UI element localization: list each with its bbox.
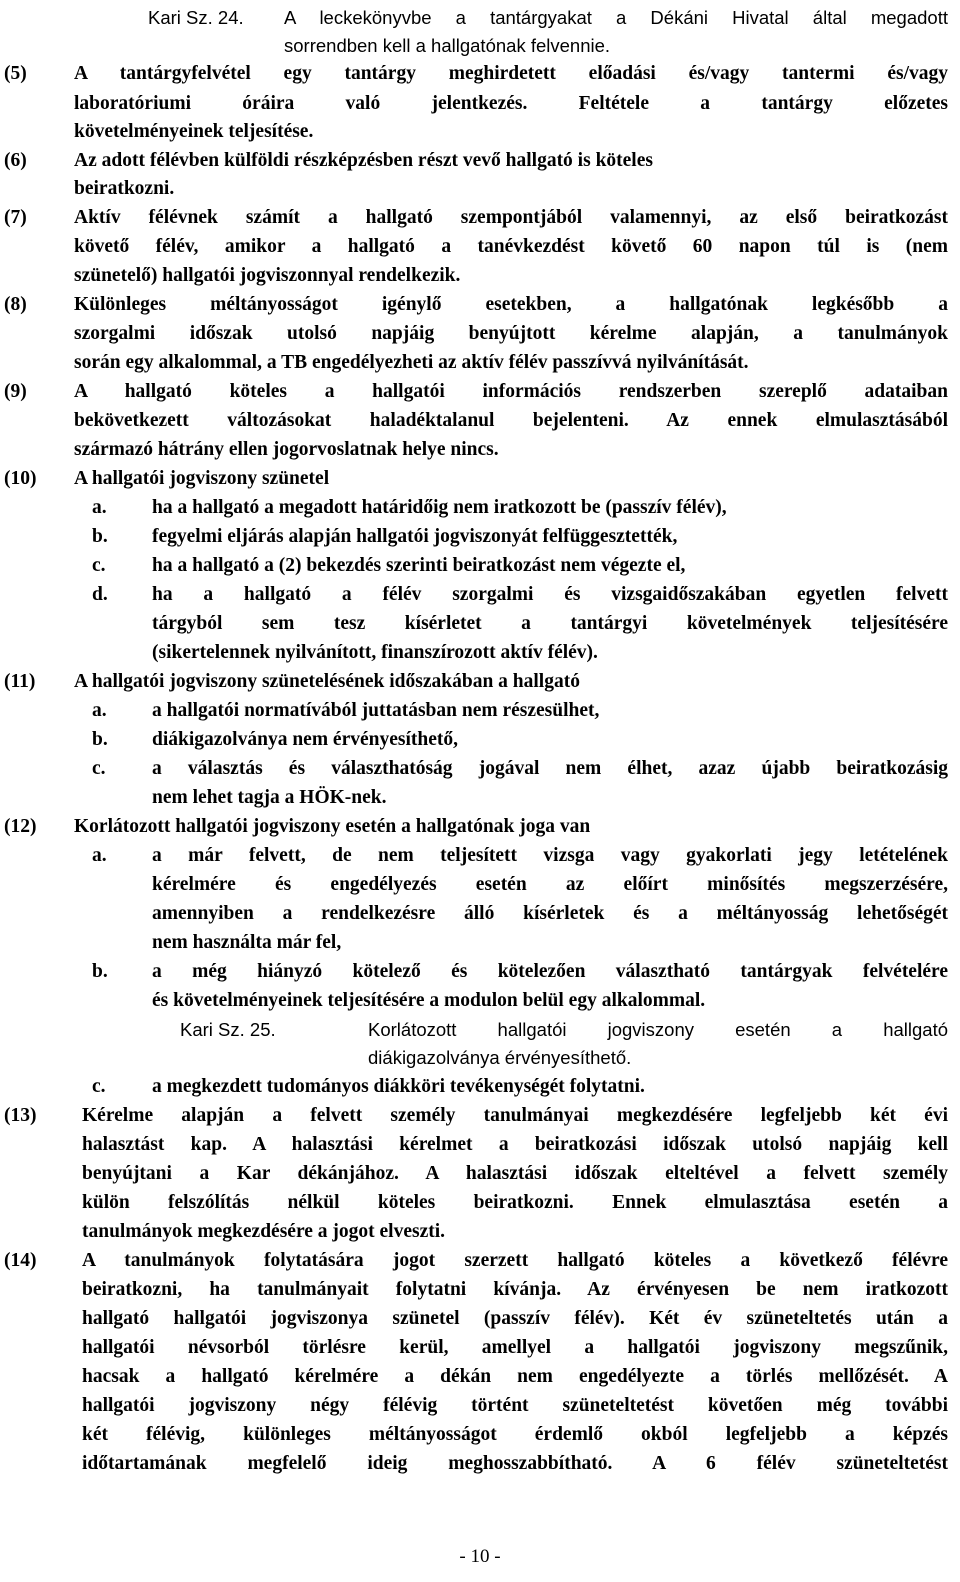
- paragraph-line: laboratóriumi óráira való jelentkezés. Feltétele a tantárgy előzetes: [74, 93, 948, 114]
- paragraph-number: (13): [4, 1105, 37, 1126]
- list-letter: b.: [92, 961, 108, 982]
- paragraph-line: hallgató hallgatói jogviszonya szünetel (passzív félév). Két év szüneteltetés után a: [82, 1308, 948, 1329]
- paragraph-line: Az adott félévben külföldi részképzésben részt vevő hallgató is köteles: [74, 150, 653, 171]
- paragraph-line: Különleges méltányosságot igénylő esetekben, a hallgatónak legkésőbb a: [74, 294, 948, 315]
- paragraph-line: követelményeinek teljesítése.: [74, 121, 314, 142]
- page-number: - 10 -: [459, 1546, 501, 1567]
- paragraph-line: Kérelme alapján a felvett személy tanulmányai megkezdésére legfeljebb két évi: [82, 1105, 948, 1126]
- paragraph-number: (5): [4, 63, 27, 84]
- list-item-line: a már felvett, de nem teljesített vizsga vagy gyakorlati jegy letételének: [152, 845, 948, 866]
- paragraph-line: hallgatói névsorból törlésre kerül, amellyel a hallgatói jogviszony megszűnik,: [82, 1337, 948, 1358]
- paragraph-line: A hallgatói jogviszony szünetel: [74, 468, 330, 489]
- list-letter: c.: [92, 758, 106, 779]
- list-letter: c.: [92, 555, 106, 576]
- paragraph-number: (10): [4, 468, 37, 489]
- list-letter: a.: [92, 845, 107, 866]
- paragraph-line: A tanulmányok folytatására jogot szerzett hallgató köteles a következő félévre: [82, 1250, 948, 1271]
- list-item-line: ha a hallgató a (2) bekezdés szerinti beiratkozást nem végezte el,: [152, 555, 686, 576]
- list-letter: c.: [92, 1076, 106, 1097]
- paragraph-line: benyújtani a Kar dékánjához. A halasztási időszak elteltével a felvett személy: [82, 1163, 948, 1184]
- kari-sz-25-label: Kari Sz. 25.: [180, 1019, 276, 1040]
- list-item-line: a még hiányzó kötelező és kötelezően választható tantárgyak felvételére: [152, 961, 948, 982]
- list-letter: b.: [92, 526, 108, 547]
- paragraph-line: A hallgatói jogviszony szünetelésének időszakában a hallgató: [74, 671, 580, 692]
- paragraph-line: Aktív félévnek számít a hallgató szempontjából valamennyi, az első beiratkozást: [74, 207, 948, 228]
- paragraph-line: hallgatói jogviszony négy félévig történt szüneteltetést követően még további: [82, 1395, 948, 1416]
- paragraph-number: (6): [4, 150, 27, 171]
- list-item-line: kérelmére és engedélyezés esetén az előírt minősítés megszerzésére,: [152, 874, 948, 895]
- paragraph-line: halasztást kap. A halasztási kérelmet a beiratkozási időszak utolsó napjáig kell: [82, 1134, 948, 1155]
- paragraph-number: (12): [4, 816, 37, 837]
- list-item-line: a hallgatói normatívából juttatásban nem részesülhet,: [152, 700, 600, 721]
- paragraph-line: követő félév, amikor a hallgató a tanévkezdést követő 60 napon túl is (nem: [74, 236, 948, 257]
- paragraph-line: időtartamának megfelelő ideig meghosszabbítható. A 6 félév szüneteltetést: [82, 1453, 948, 1474]
- paragraph-line: származó hátrány ellen jogorvoslatnak helye nincs.: [74, 439, 499, 460]
- paragraph-line: során egy alkalommal, a TB engedélyezheti az aktív félév passzívvá nyilvánítását.: [74, 352, 749, 373]
- list-item-line: a megkezdett tudományos diákköri tevékenységét folytatni.: [152, 1076, 645, 1097]
- paragraph-line: két félévig, különleges méltányosságot érdemlő okból legfeljebb a képzés: [82, 1424, 948, 1445]
- list-letter: d.: [92, 584, 108, 605]
- paragraph-line: szünetelő) hallgatói jogviszonnyal rendelkezik.: [74, 265, 461, 286]
- paragraph-line: hacsak a hallgató kérelmére a dékán nem engedélyezte a törlés mellőzését. A: [82, 1366, 948, 1387]
- list-letter: a.: [92, 497, 107, 518]
- paragraph-number: (8): [4, 294, 27, 315]
- list-letter: a.: [92, 700, 107, 721]
- paragraph-line: A tantárgyfelvétel egy tantárgy meghirdetett előadási és/vagy tantermi és/vagy: [74, 63, 948, 84]
- paragraph-number: (7): [4, 207, 27, 228]
- paragraph-line: A hallgató köteles a hallgatói információs rendszerben szereplő adataiban: [74, 381, 948, 402]
- paragraph-line: szorgalmi időszak utolsó napjáig benyújtott kérelme alapján, a tanulmányok: [74, 323, 948, 344]
- list-item-line: fegyelmi eljárás alapján hallgatói jogviszonyát felfüggesztették,: [152, 526, 678, 547]
- kari-sz-25-text-line: diákigazolványa érvényesíthető.: [368, 1047, 632, 1068]
- list-item-line: nem lehet tagja a HÖK-nek.: [152, 787, 387, 808]
- paragraph-line: bekövetkezett változásokat haladéktalanul bejelenteni. Az ennek elmulasztásából: [74, 410, 948, 431]
- list-letter: b.: [92, 729, 108, 750]
- list-item-line: amennyiben a rendelkezésre álló kísérletek és a méltányosság lehetőségét: [152, 903, 948, 924]
- list-item-line: a választás és választhatóság jogával nem élhet, azaz újabb beiratkozásig: [152, 758, 948, 779]
- kari-sz-25-text-line: Korlátozott hallgatói jogviszony esetén a hallgató: [368, 1019, 948, 1040]
- list-item-line: ha a hallgató a megadott határidőig nem iratkozott be (passzív félév),: [152, 497, 727, 518]
- paragraph-number: (14): [4, 1250, 37, 1271]
- paragraph-line: tanulmányok megkezdésére a jogot elveszti.: [82, 1221, 446, 1242]
- list-item-line: diákigazolványa nem érvényesíthető,: [152, 729, 459, 750]
- paragraph-line: beiratkozni, ha tanulmányait folytatni kívánja. Az érvényesen be nem iratkozott: [82, 1279, 948, 1300]
- list-item-line: és követelményeinek teljesítésére a modulon belül egy alkalommal.: [152, 990, 706, 1011]
- paragraph-line: külön felszólítás nélkül köteles beiratkozni. Ennek elmulasztása esetén a: [82, 1192, 948, 1213]
- list-item-line: ha a hallgató a félév szorgalmi és vizsgaidőszakában egyetlen felvett: [152, 584, 948, 605]
- list-item-line: nem használta már fel,: [152, 932, 342, 953]
- list-item-line: tárgyból sem tesz kísérletet a tantárgyi követelmények teljesítésére: [152, 613, 948, 634]
- paragraph-number: (9): [4, 381, 27, 402]
- kari-sz-24-label: Kari Sz. 24.: [148, 7, 244, 28]
- list-item-line: (sikertelennek nyilvánított, finanszírozott aktív félév).: [152, 642, 598, 663]
- paragraph-line: Korlátozott hallgatói jogviszony esetén a hallgatónak joga van: [74, 816, 591, 837]
- kari-sz-24-text-line: sorrendben kell a hallgatónak felvennie.: [284, 35, 611, 56]
- paragraph-number: (11): [4, 671, 36, 692]
- kari-sz-24-text-line: A leckekönyvbe a tantárgyakat a Dékáni Hivatal által megadott: [284, 7, 948, 28]
- paragraph-line: beiratkozni.: [74, 178, 175, 199]
